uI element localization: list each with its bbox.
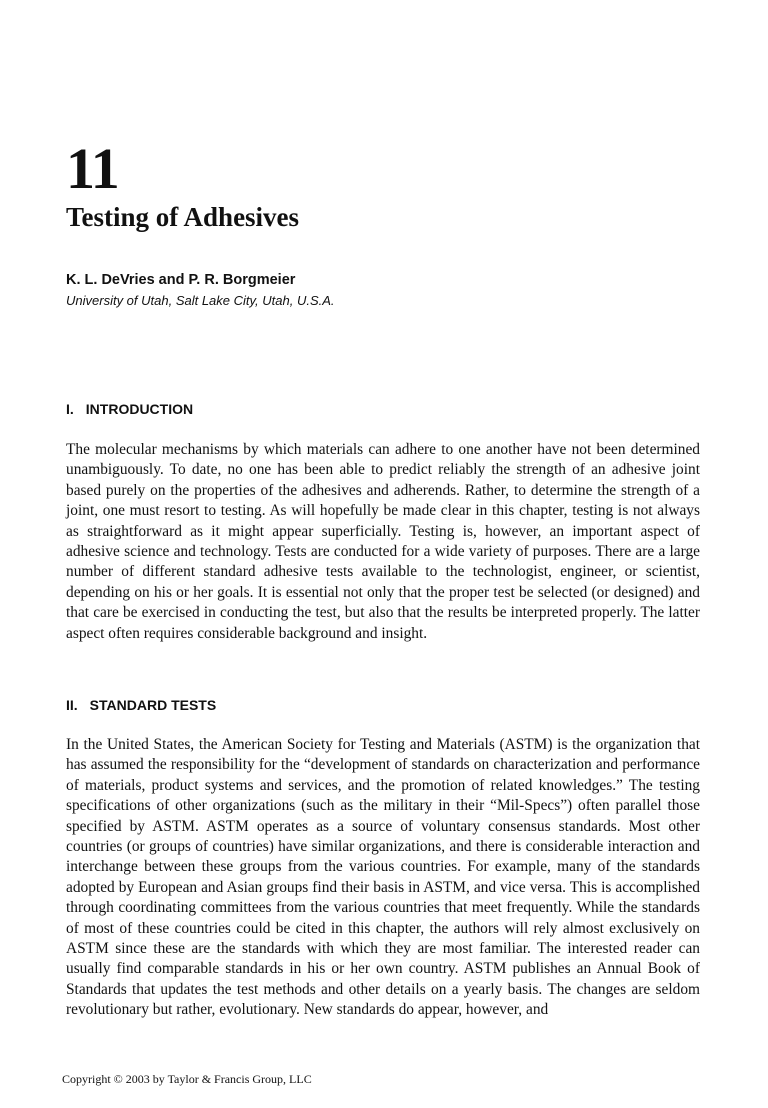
section-number: II. xyxy=(66,697,78,713)
section-paragraph-introduction: The molecular mechanisms by which materials can adhere to one another have not been determined unambiguously. To date, no one has been able to predict reliably the strength of an adhesive joint based purely on the properties of the adhesives and adherends. Rather, to determine the strength of a joint, one must resort to testing. As will hopefully be made clear in this chapter, testing is not always as straightforward as it might appear superficially. Testing is, however, an important aspect of adhesive science and technology. Tests are conducted for a wide variety of purposes. There are a large number of different standard adhesive tests available to the technologist, engineer, or scientist, depending on his or her goals. It is essential not only that the proper test be selected (or designed) and that care be exercised in conducting the test, but also that the results be interpreted properly. The latter aspect often requires considerable background and insight. xyxy=(66,441,700,642)
section-number: I. xyxy=(66,401,74,417)
section-paragraph-standard-tests: In the United States, the American Society for Testing and Materials (ASTM) is the organization that has assumed the responsibility for the “development of standards on characterization and performance of materials, product systems and services, and the promotion of related knowledges.” The testing specifications of other organizations (such as the military in their “Mil-Specs”) often parallel those specified by ASTM. ASTM operates as a source of voluntary consensus standards. Most other countries (or groups of countries) have similar organizations, and there is considerable interaction and interchange between these groups from the various countries. For example, many of the standards adopted by European and Asian groups find their basis in ASTM, and vice versa. This is accomplished through coordinating committees from the various countries that meet frequently. While the standards of most of these countries could be cited in this chapter, the authors will rely almost exclusively on ASTM since these are the standards with which they are most familiar. The interested reader can usually find comparable standards in his or her own country. ASTM publishes an Annual Book of Standards that updates the test methods and other details on a yearly basis. The changes are seldom revolutionary but rather, evolutionary. New standards do appear, however, and xyxy=(66,736,700,1019)
chapter-title: Testing of Adhesives xyxy=(66,202,300,232)
author-affiliation: University of Utah, Salt Lake City, Utah, U.S.A. xyxy=(66,293,335,308)
section-title: STANDARD TESTS xyxy=(89,697,217,713)
copyright-footer: Copyright © 2003 by Taylor & Francis Group, LLC xyxy=(62,1072,312,1086)
section-heading-standard-tests xyxy=(66,695,216,715)
section-heading-introduction xyxy=(66,399,193,419)
section-title: INTRODUCTION xyxy=(85,401,194,417)
chapter-authors: K. L. DeVries and P. R. Borgmeier xyxy=(66,272,296,288)
chapter-number: 11 xyxy=(66,136,119,201)
